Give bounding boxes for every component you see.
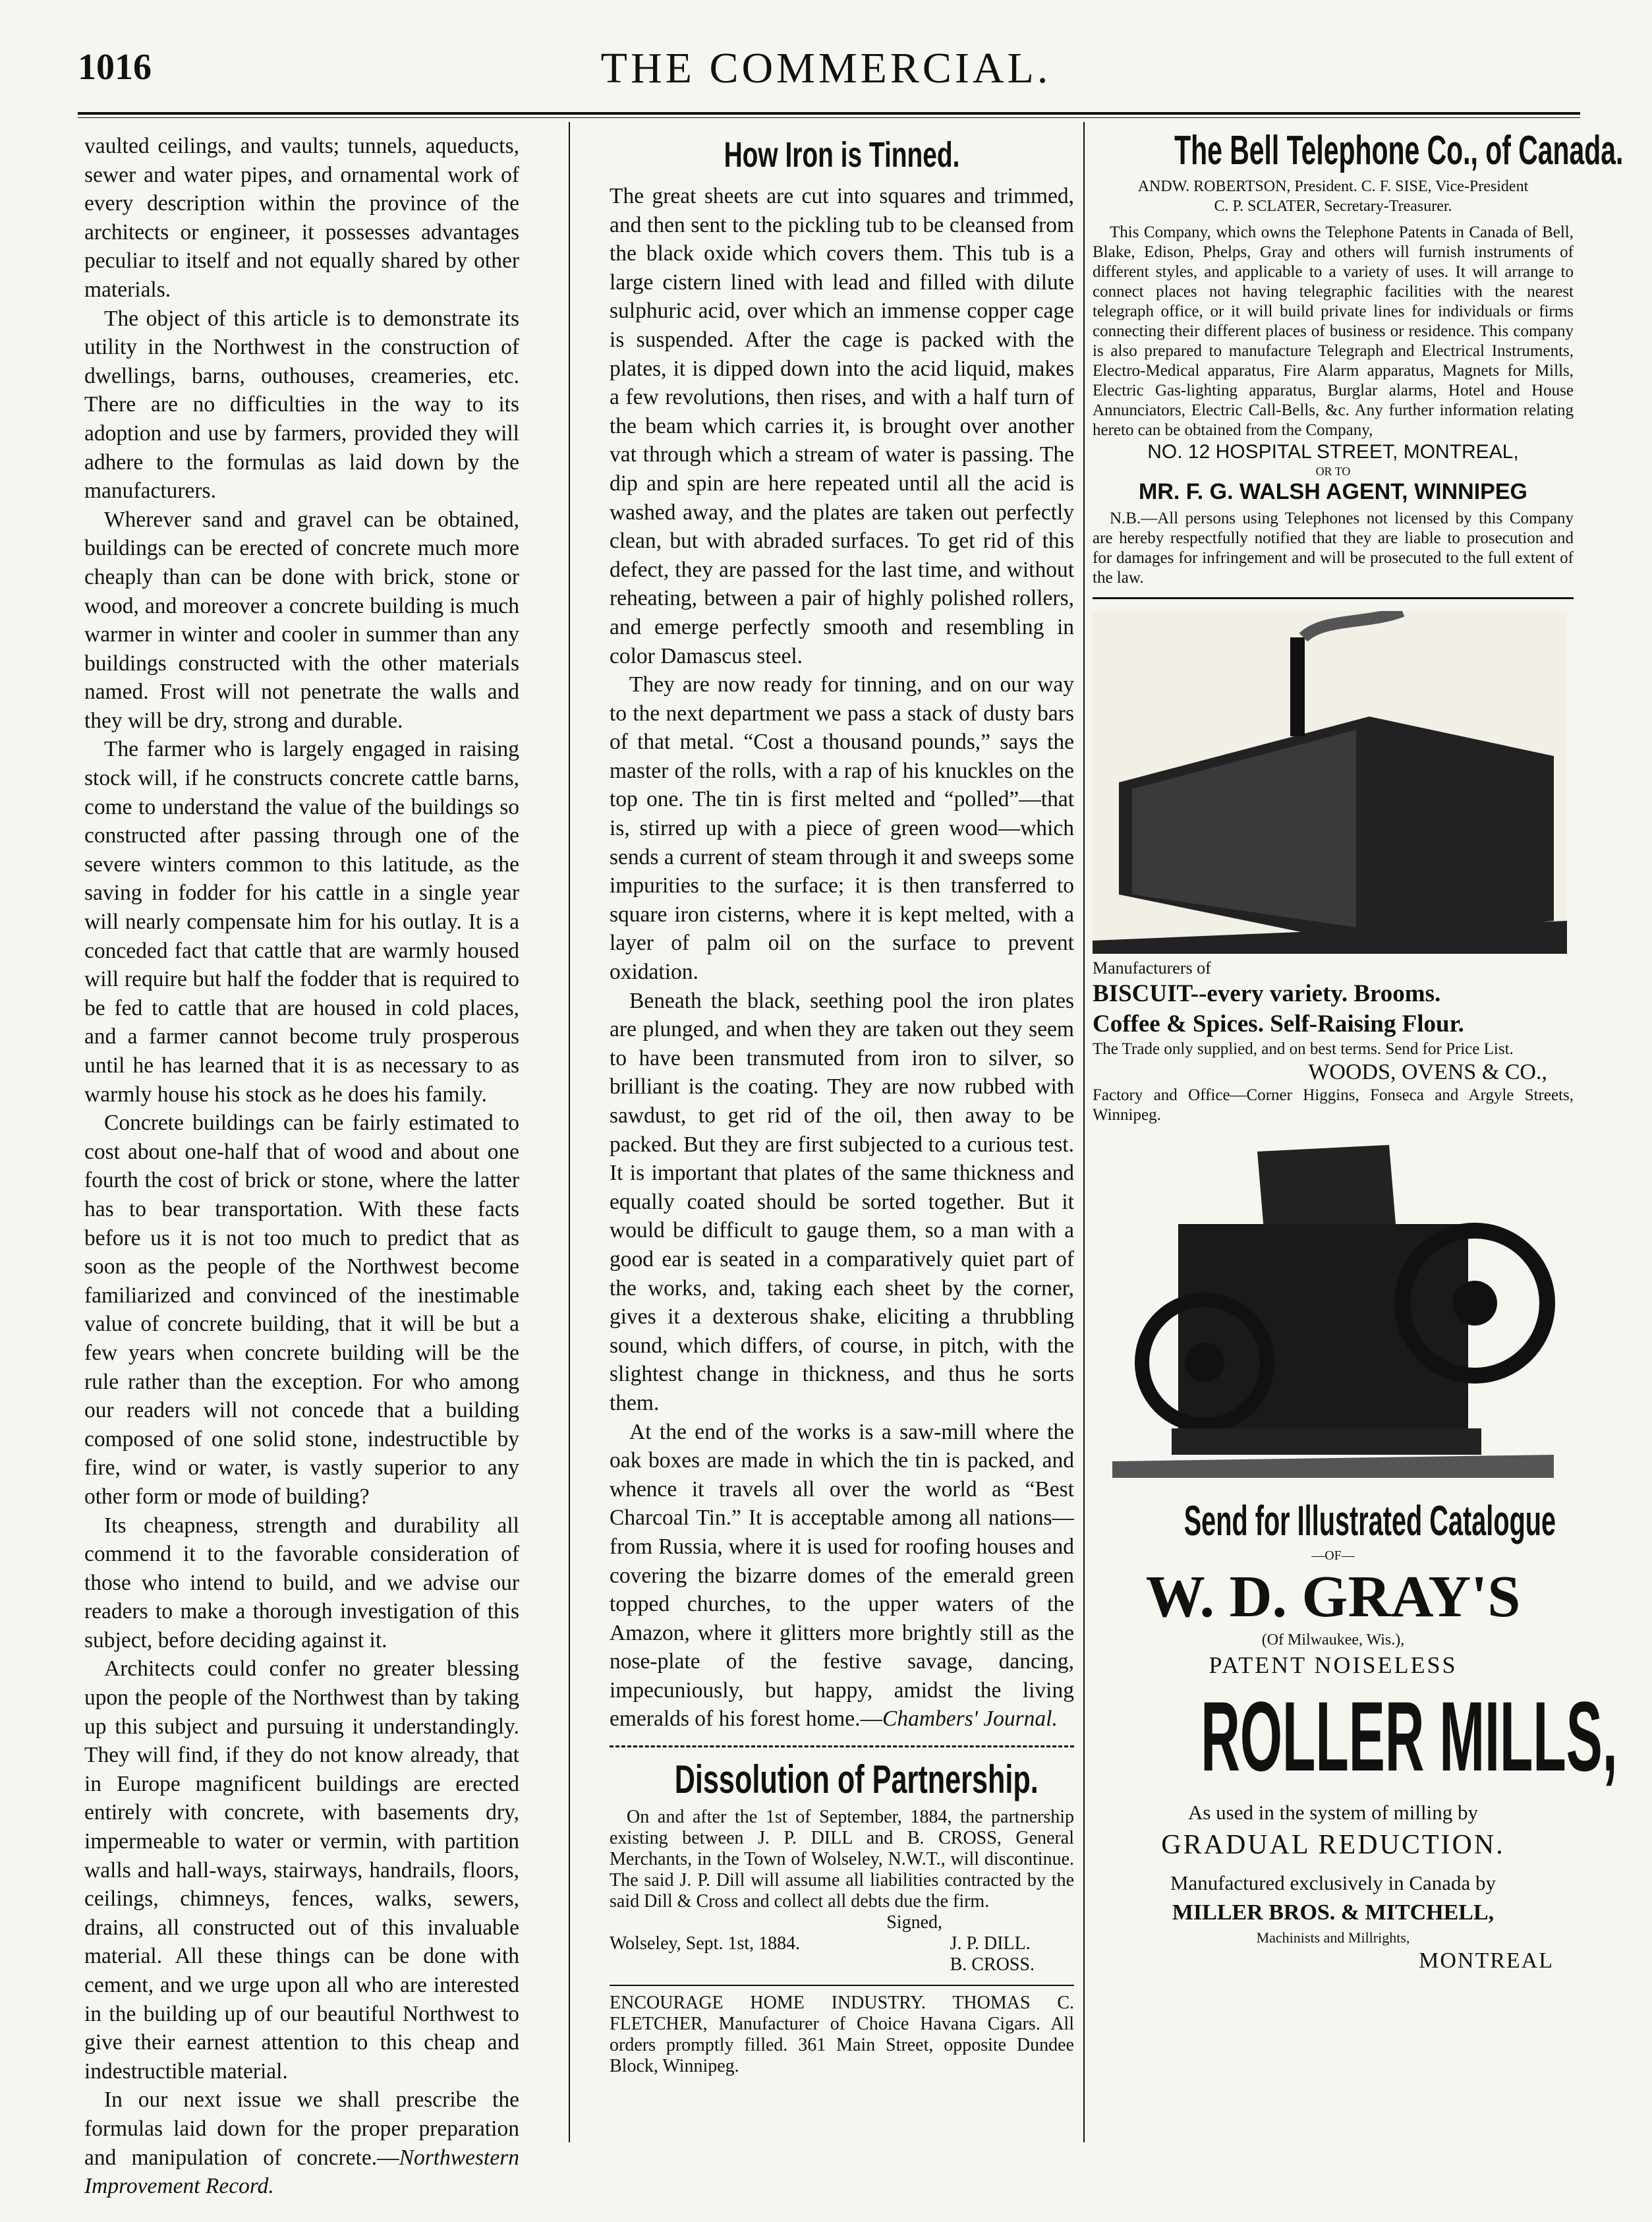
dissolution-place-date: Wolseley, Sept. 1st, 1884.: [610, 1933, 801, 1954]
gray-used: As used in the system of milling by: [1187, 1801, 1478, 1824]
article-paragraph: They are now ready for tinning, and on our way to the next department we pass a stack of dusty bars of that metal. “Cost a thousand pounds,” says the master of the rolls, with a rap of his knuckles on the top one. The tin is first melted and “polled”—that is, stirred up with a piece of green wood—which sends a current of steam through it and sweeps some impurities to the surface; it is then transferred to square iron cisterns, where it is kept melted, with a layer of palm oil on the surface to prevent oxidation.: [610, 672, 1074, 985]
article-title: How Iron is Tinned.: [724, 135, 960, 175]
article-paragraph: Wherever sand and gravel can be obtained, buildings can be erected of concrete much more cheaply than can be done with brick, stone or wood, and moreover a concrete building is much warmer in winter and cooler in summer than any buildings constructed with the other materials named. Frost will not penetrate the walls and they will be dry, strong and durable.: [84, 507, 519, 733]
gray-patent: PATENT NOISELESS: [1209, 1652, 1458, 1678]
bell-agent: MR. F. G. WALSH AGENT, WINNIPEG: [1139, 479, 1527, 504]
section-divider: [1093, 597, 1574, 599]
roller-mill-icon: [1093, 1145, 1567, 1481]
factory-building-icon: [1093, 611, 1567, 954]
bell-address: NO. 12 HOSPITAL STREET, MONTREAL,: [1147, 441, 1519, 463]
article-paragraph: The great sheets are cut into squares and trimmed, and then sent to the pickling tub to be cleansed from the black oxide which covers them. This tub is a large cistern lined with lead and filled with dilute sulphuric acid, over which an immense copper cage is suspended. After the cage is packed with the plates, it is dipped down into the acid liquid, makes a few revolutions, then rises, and with a half turn of the beam which carries it, is brought over another vat through which a stream of water is passing. The dip and spin are here repeated until all the acid is washed away, and the plates are taken out perfectly clean, but with abraded surfaces. To get rid of this defect, they are passed for the last time, and without reheating, between a pair of highly polished rollers, and emerge perfectly smooth and resembling in color Damascus steel.: [610, 184, 1074, 668]
bell-officers-line: ANDW. ROBERTSON, President. C. F. SISE, Vice-President: [1137, 178, 1529, 195]
article-source: Chambers' Journal.: [882, 1707, 1058, 1732]
woods-factory: Factory and Office—Corner Higgins, Fonseca and Argyle Streets, Winnipeg.: [1093, 1086, 1574, 1124]
dissolution-notice: [610, 1807, 1074, 1975]
dissolution-signers: [950, 1933, 1074, 1975]
article-paragraph: Beneath the black, seething pool the iron plates are plunged, and when they are taken out they seem to have been transmuted from iron to silver, so brilliant is the coating. They are now rubbed with sawdust, to get rid of the oil, then away to be packed. But they are first subjected to a curious test. It is important that plates of the same thickness and equally coated should be sorted together. But it would be difficult to gauge them, so a man with a good ear is seated in a comparatively quiet part of the works, and, taking each sheet by the corner, gives it a dexterous shake, eliciting a thrubbling sound, which differs, of course, in pitch, with the slightest change in thickness, and thus he sorts them.: [610, 988, 1074, 1415]
woods-trade-text: The Trade only supplied, and on best terms. Send for Price List.: [1093, 1040, 1514, 1058]
column-rule-2: [1083, 122, 1085, 2142]
woods-firm: WOODS, OVENS & CO.,: [1308, 1060, 1547, 1084]
column-rule-1: [569, 122, 570, 2142]
article-paragraph: Concrete buildings can be fairly estimated to cost about one-half that of wood and about one fourth the cost of brick or stone, where the latter has to bear transportation. With these facts before us it is not too much to predict that as soon as the people of the Northwest become familiarized and convinced of the inestimable value of concrete building, that it will be but a few years when concrete building will be the rule rather than the exception. For who among our readers will not concede that a building composed of one solid stone, indestructible by fire, wind or water, is vastly superior to any other form or mode of building?: [84, 1111, 519, 1509]
woods-products-line2: Coffee & Spices. Self-Raising Flour.: [1093, 1010, 1464, 1038]
woods-manufacturers-of: Manufacturers of: [1093, 958, 1211, 978]
concrete-article: [84, 132, 519, 2201]
cigar-advertisement: [610, 1993, 1074, 2077]
cigar-ad-body: THOMAS C. FLETCHER, Manufacturer of Choice Havana Cigars. All orders promptly filled. 361 Main Street, opposite Dundee Block, Winnipeg.: [610, 1993, 1074, 2077]
newspaper-title: THE COMMERCIAL.: [600, 44, 1052, 92]
woods-products-line1: BISCUIT--every variety. Brooms.: [1093, 980, 1441, 1007]
tinning-article: [610, 132, 1074, 2077]
header-rule: [78, 112, 1580, 115]
gray-made: Manufactured exclusively in Canada by: [1170, 1871, 1496, 1894]
dissolution-body: On and after the 1st of September, 1884, the partnership existing between J. P. DILL and B. CROSS, General Merchants, in the Town of Wolseley, N.W.T., will discontinue. The said J. P. Dill will assume all liabilities contracted by the said Dill & Cross and collect all debts due the firm.: [610, 1807, 1074, 1912]
factory-illustration: [1093, 611, 1567, 954]
article-paragraph: [84, 2086, 519, 2200]
dissolution-signed: Signed,: [886, 1912, 942, 1933]
gray-product: ROLLER MILLS,: [1201, 1681, 1618, 1792]
signer: J. P. DILL.: [950, 1933, 1031, 1954]
gray-name: W. D. GRAY'S: [1145, 1564, 1521, 1629]
gray-city: MONTREAL: [1419, 1948, 1554, 1973]
bell-title: The Bell Telephone Co., of Canada.: [1174, 128, 1624, 173]
bell-or-to: OR TO: [1315, 465, 1351, 478]
header-rule-thin: [78, 117, 1580, 118]
cigar-ad-text: [610, 1993, 1074, 2077]
article-paragraph: vaulted ceilings, and vaults; tunnels, aqueducts, sewer and water pipes, and ornamental work of every description within the province of the architects or engineer, it possesses advantages peculiar to itself and not equally shared by other materials.: [84, 134, 519, 302]
bell-officers: [1093, 177, 1574, 216]
woods-trade: [1093, 1039, 1574, 1059]
gray-gradual: GRADUAL REDUCTION.: [1161, 1830, 1505, 1860]
bell-note: [1093, 509, 1574, 588]
article-paragraph-text: At the end of the works is a saw-mill where the oak boxes are made in which the tin is packed, and whence it travels all over the world as “Best Charcoal Tin.” It is acceptable among all nations—from Russia, where it is used for roofing houses and covering the bizarre domes of the emerald green topped churches, to the upper waters of the Amazon, where it glitters more brightly still as the nose-plate of the festive savage, dancing, impecuniously, but happy, amidst the living emeralds of his forest home.—: [610, 1419, 1074, 1732]
dissolution-title: Dissolution of Partnership.: [674, 1757, 1039, 1802]
section-divider: [610, 1745, 1074, 1747]
bell-officers-line: C. P. SCLATER, Secretary-Treasurer.: [1214, 198, 1452, 215]
dissolution-signatures: [610, 1933, 1074, 1975]
gray-of: —OF—: [1311, 1548, 1355, 1563]
bell-body-text: This Company, which owns the Telephone Patents in Canada of Bell, Blake, Edison, Phelps, Gray and others will furnish instruments of different styles, and applicable to a variety of uses. It will arrange to connect places not having telegraphic facilities with the nearest telegraph office, or it will build private lines for individuals or firms connecting their different places of business or residence. This company is also prepared to manufacture Telegraph and Electrical Instruments, Electro-Medical apparatus, Fire Alarm apparatus, Magnets for Mills, Electric Gas-lighting apparatus, Burglar alarms, Hotel and House Annunciators, Electric Call-Bells, &c. Any further information relating hereto can be obtained from the Company,: [1093, 223, 1574, 439]
gray-send-catalogue: Send for Illustrated Catalogue: [1183, 1497, 1556, 1544]
bell-body: [1093, 223, 1574, 440]
gray-trade: Machinists and Millrights,: [1256, 1929, 1410, 1946]
article-source: Northwestern Improvement Record.: [84, 2145, 519, 2199]
signer: B. CROSS.: [950, 1954, 1035, 1975]
section-divider: [610, 1985, 1074, 1986]
article-paragraph: Architects could confer no greater blessing upon the people of the Northwest than by taking up this subject and pursuing it understandingly. They will find, if they do not know already, that in Europe magnificent buildings are erected entirely with concrete, with basements dry, impermeable to water or vermin, with partition walls and hall-ways, stairways, handrails, floors, ceilings, chimneys, fences, walks, sewers, drains, all constructed out of this invaluable material. All these things can be done with cement, and we urge upon all who are interested in the building up of our beautiful Northwest to give their earnest attention to this cheap and indestructible material.: [84, 1656, 519, 2084]
article-paragraph: The farmer who is largely engaged in raising stock will, if he constructs concrete cattle barns, come to understand the value of the buildings so constructed after passing through one of the severe winters common to this latitude, as the saving in fodder for his cattle in a single year will nearly compensate him for his outlay. It is a conceded fact that cattle that are warmly housed will require but half the fodder that is required to be fed to cattle that are housed in cold places, and a farmer cannot become truly prosperous until he has learned that it is as necessary to as warmly house his stock as he does his family.: [84, 737, 519, 1107]
advertisement-column: [1093, 125, 1624, 1974]
gray-location: (Of Milwaukee, Wis.),: [1261, 1631, 1405, 1649]
gray-maker: MILLER BROS. & MITCHELL,: [1172, 1900, 1495, 1925]
article-paragraph: [610, 1418, 1074, 1734]
page-number: 1016: [78, 47, 152, 88]
bell-note-text: N.B.—All persons using Telephones not licensed by this Company are hereby respectfully notified that they are liable to prosecution and for damages for infringement and will be prosecuted to the full extent of the law.: [1093, 510, 1574, 587]
article-paragraph: The object of this article is to demonstrate its utility in the Northwest in the construction of dwellings, barns, outhouses, creameries, etc. There are no difficulties in the way to its adoption and use by farmers, provided they will adhere to the formulas as laid down by the manufacturers.: [84, 306, 519, 504]
article-paragraph: Its cheapness, strength and durability all commend it to the favorable consideration of those who intend to build, and we advise our readers to make a thorough investigation of this subject, before deciding against it.: [84, 1513, 519, 1652]
roller-mill-illustration: [1093, 1145, 1567, 1481]
cigar-ad-lead: ENCOURAGE HOME INDUSTRY.: [610, 1993, 926, 2014]
article-paragraph-text: In our next issue we shall prescribe the formulas laid down for the proper preparation and manipulation of concrete.—: [84, 2088, 519, 2170]
